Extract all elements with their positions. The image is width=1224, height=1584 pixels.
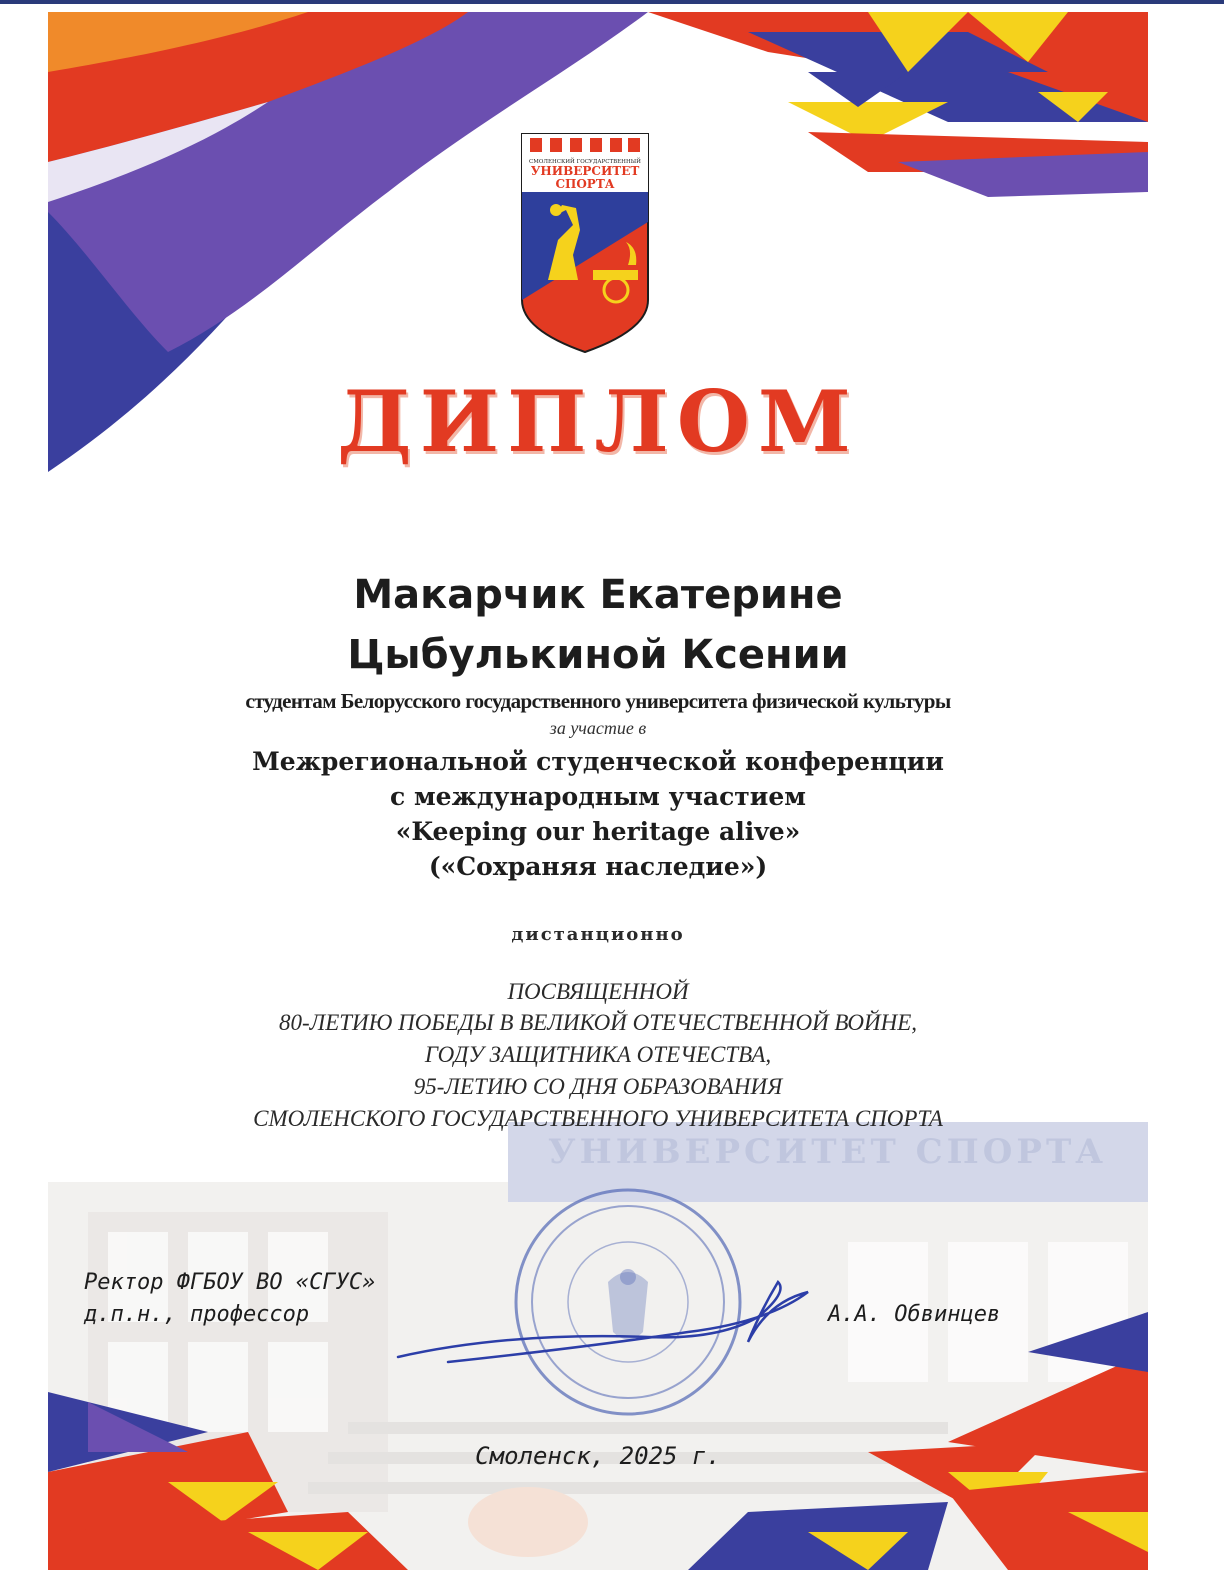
dedication-line-2: 80-ЛЕТИЮ ПОБЕДЫ В ВЕЛИКОЙ ОТЕЧЕСТВЕННОЙ ВОЙНЕ, — [278, 1010, 918, 1035]
recipient-name-2: Цыбулькиной Ксении — [347, 632, 849, 678]
scan-edge-strip — [0, 0, 1224, 10]
university-emblem — [518, 130, 652, 356]
diploma-title: ДИПЛОМ — [337, 372, 859, 471]
dedication-line-4: 95-ЛЕТИЮ СО ДНЯ ОБРАЗОВАНИЯ — [413, 1074, 783, 1099]
emblem-word-sport: СПОРТА — [555, 177, 615, 191]
conference-line-3: «Keeping our heritage alive» — [395, 817, 801, 846]
diploma-page — [48, 12, 1148, 1570]
conference-line-1: Межрегиональной студенческой конференции — [252, 747, 944, 776]
dedication-line-3: ГОДУ ЗАЩИТНИКА ОТЕЧЕСТВА, — [424, 1042, 772, 1067]
signatory-degree: д.п.н., профессор — [84, 1302, 310, 1327]
conference-line-2: с международным участием — [390, 782, 806, 811]
affiliation-text: студентам Белорусского государственного университета физической культуры — [245, 689, 951, 713]
signatory-position: Ректор ФГБОУ ВО «СГУС» — [84, 1270, 376, 1295]
signatory-name: А.А. Обвинцев — [828, 1302, 1001, 1327]
emblem-small-text: СМОЛЕНСКИЙ ГОСУДАРСТВЕННЫЙ — [529, 159, 641, 165]
dedication-line-1: ПОСВЯЩЕННОЙ — [507, 979, 689, 1004]
rector-signature — [388, 1262, 828, 1372]
participation-text: за участие в — [549, 718, 647, 738]
place-and-date: Смоленск, 2025 г. — [475, 1442, 721, 1470]
building-sign: УНИВЕРСИТЕТ СПОРТА — [548, 1132, 1107, 1172]
conference-line-4: («Сохраняя наследие») — [428, 852, 768, 881]
dedication-line-5: СМОЛЕНСКОГО ГОСУДАРСТВЕННОГО УНИВЕРСИТЕТА СПОРТА — [253, 1106, 943, 1131]
emblem-word-university: УНИВЕРСИТЕТ — [530, 164, 640, 178]
participation-format: дистанционно — [511, 924, 685, 945]
recipient-name-1: Макарчик Екатерине — [353, 572, 843, 618]
